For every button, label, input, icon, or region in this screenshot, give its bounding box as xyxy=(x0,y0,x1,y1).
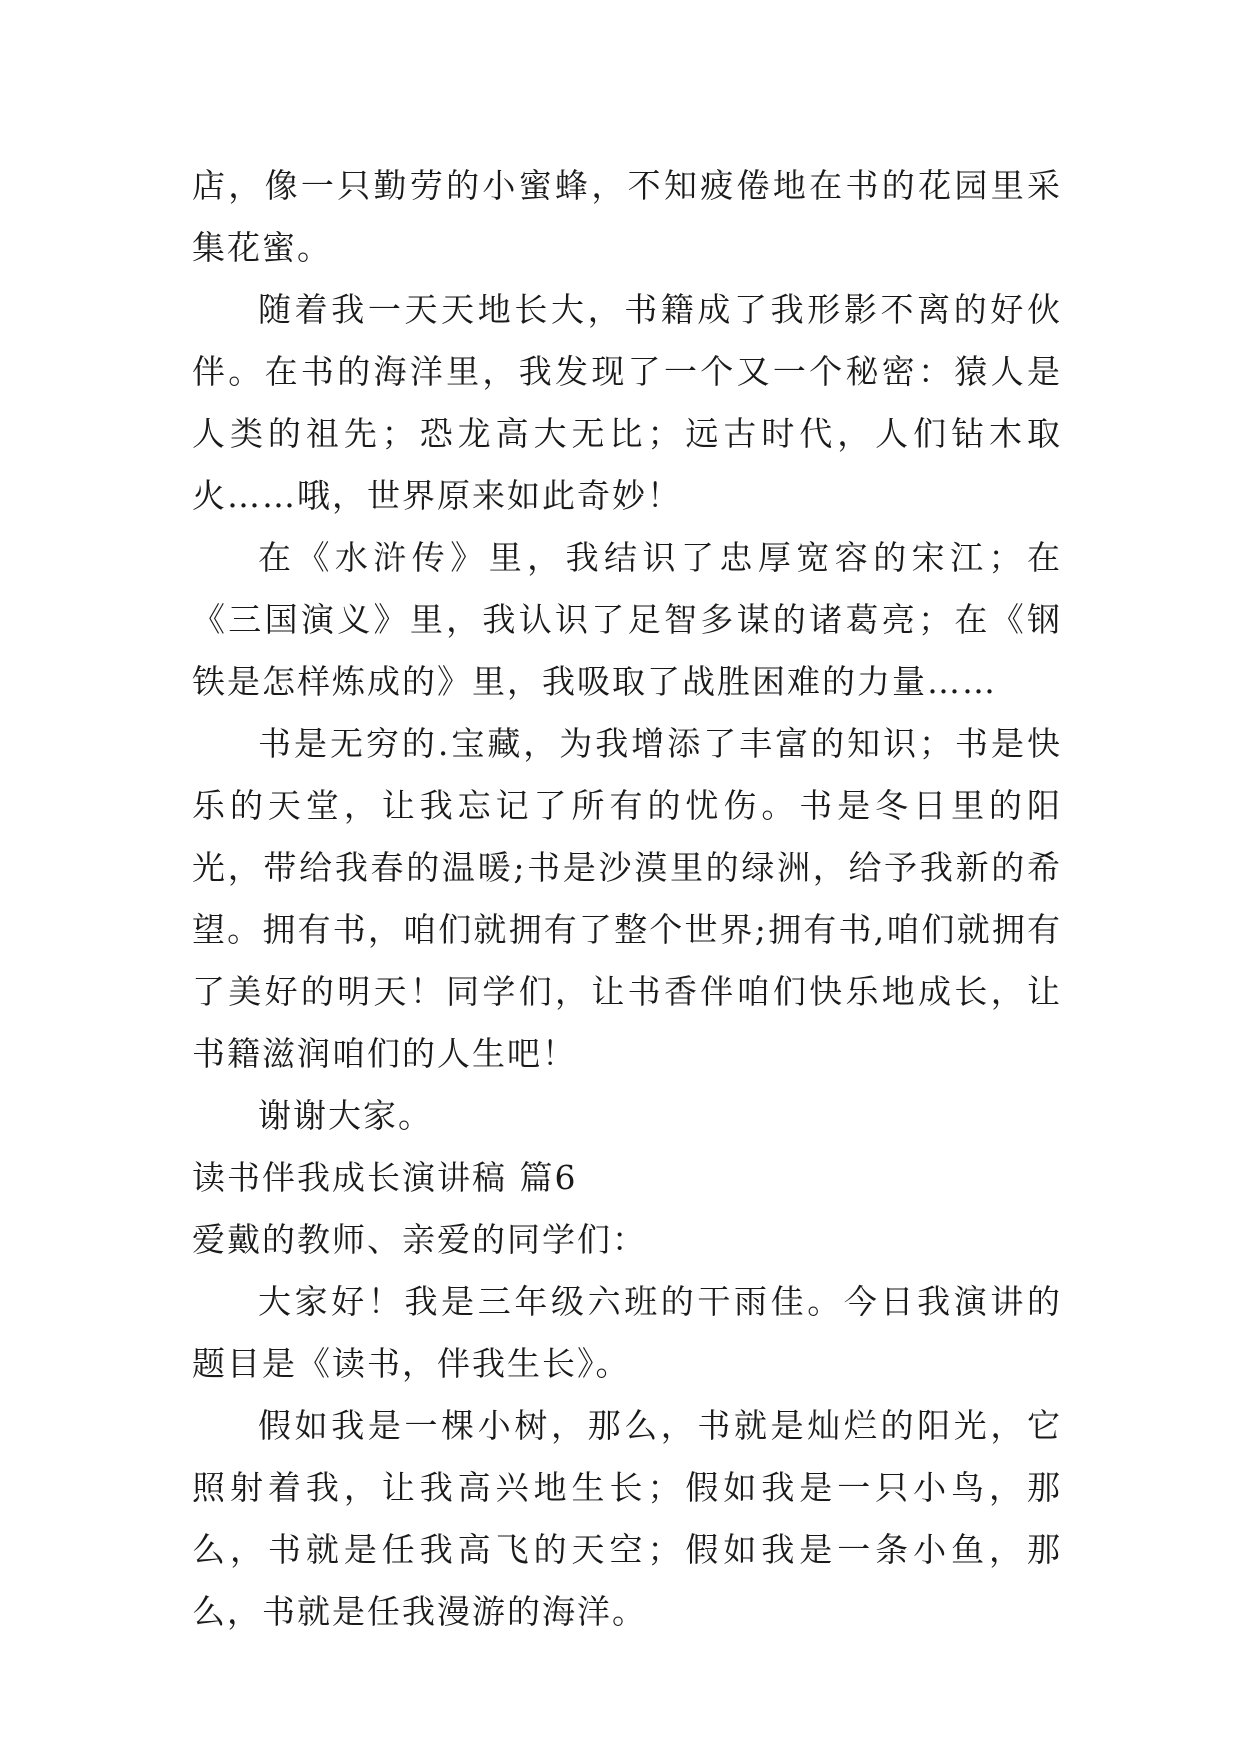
document-body xyxy=(192,155,1062,1643)
paragraph-closing: 谢谢大家。 xyxy=(258,1096,433,1135)
paragraph-4: 书是无穷的.宝藏，为我增添了丰富的知识；书是快乐的天堂，让我忘记了所有的忧伤。书是冬日里的阳光，带给我春的温暖;书是沙漠里的绿洲，给予我新的希望。拥有书，咱们就拥有了整个世界;拥有书,咱们就拥有了美好的明天！同学们，让书香伴咱们快乐地成长，让书籍滋润咱们的人生吧！ xyxy=(192,724,1062,1073)
paragraph-3: 在《水浒传》里，我结识了忠厚宽容的宋江；在《三国演义》里，我认识了足智多谋的诸葛亮；在《钢铁是怎样炼成的》里，我吸取了战胜困难的力量…… xyxy=(192,538,1062,701)
paragraph-1: 店，像一只勤劳的小蜜蜂，不知疲倦地在书的花园里采集花蜜。 xyxy=(192,166,1062,267)
section-heading: 读书伴我成长演讲稿 篇6 xyxy=(192,1158,578,1197)
paragraph-5: 大家好！我是三年级六班的干雨佳。今日我演讲的题目是《读书，伴我生长》。 xyxy=(192,1282,1062,1383)
paragraph-2: 随着我一天天地长大，书籍成了我形影不离的好伙伴。在书的海洋里，我发现了一个又一个秘密：猿人是人类的祖先；恐龙高大无比；远古时代，人们钻木取火……哦，世界原来如此奇妙！ xyxy=(192,290,1062,515)
salutation: 爱戴的教师、亲爱的同学们： xyxy=(192,1220,647,1259)
paragraph-6: 假如我是一棵小树，那么，书就是灿烂的阳光，它照射着我，让我高兴地生长；假如我是一只小鸟，那么，书就是任我高飞的天空；假如我是一条小鱼，那么，书就是任我漫游的海洋。 xyxy=(192,1406,1062,1631)
